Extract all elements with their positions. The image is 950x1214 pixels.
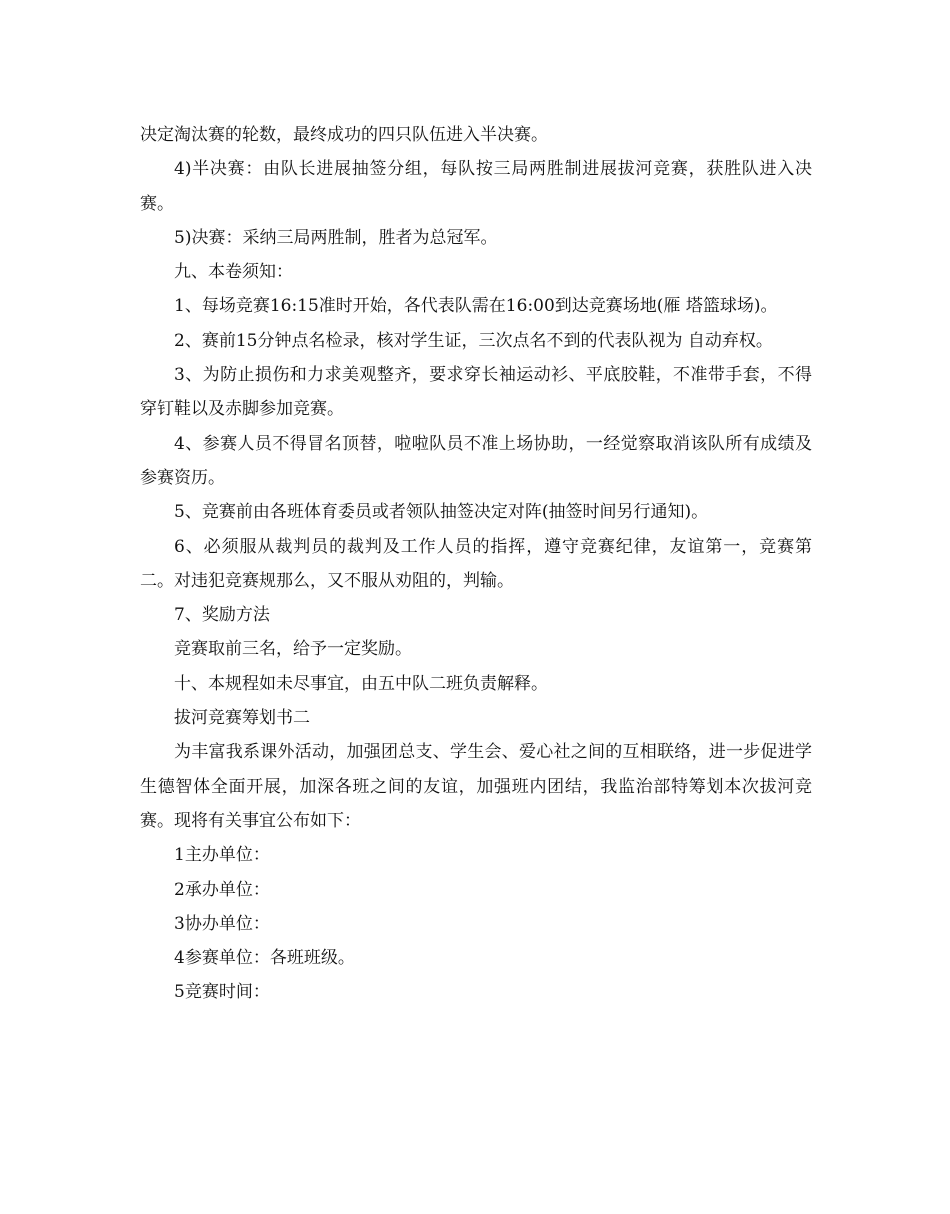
paragraph-semifinal: 4)半决赛：由队长进展抽签分组，每队按三局两胜制进展拔河竞赛，获胜队进入决赛。 xyxy=(140,159,812,214)
paragraph-awards: 竞赛取前三名，给予一定奖励。 xyxy=(174,639,412,660)
paragraph-intro: 为丰富我系课外活动，加强团总支、学生会、爱心社之间的互相联络，进一步促进学生德智体全面开展，加深各班之间的友谊，加强班内团结，我监治部特筹划本次拔河竞赛。现将有关事宜公布如下： xyxy=(140,742,812,831)
document-body xyxy=(140,118,812,1010)
section-heading-notes: 九、本卷须知： xyxy=(174,262,293,283)
list-item-host: 2承办单位： xyxy=(174,879,270,900)
paragraph-note-4: 4、参赛人员不得冒名顶替，啦啦队员不准上场协助，一经觉察取消该队所有成绩及参赛资历。 xyxy=(140,433,812,488)
paragraph-final: 5)决赛：采纳三局两胜制，胜者为总冠军。 xyxy=(174,227,498,248)
paragraph-note-5: 5、竞赛前由各班体育委员或者领队抽签决定对阵(抽签时间另行通知)。 xyxy=(174,502,709,523)
list-item-participants: 4参赛单位：各班班级。 xyxy=(174,948,355,969)
paragraph-note-7: 7、奖励方法 xyxy=(174,605,270,626)
list-item-time: 5竞赛时间： xyxy=(174,982,270,1003)
section-heading-explanation: 十、本规程如未尽事宜，由五中队二班负责解释。 xyxy=(174,673,548,694)
list-item-co-organizer: 3协办单位： xyxy=(174,913,270,934)
paragraph-note-2: 2、赛前15分钟点名检录，核对学生证，三次点名不到的代表队视为 自动弃权。 xyxy=(174,330,773,351)
paragraph-note-3: 3、为防止损伤和力求美观整齐，要求穿长袖运动衫、平底胶鞋，不准带手套，不得穿钉鞋以及赤脚参加竞赛。 xyxy=(140,365,812,420)
paragraph-knockout-rounds: 决定淘汰赛的轮数，最终成功的四只队伍进入半决赛。 xyxy=(140,125,548,145)
list-item-organizer: 1主办单位： xyxy=(174,845,270,866)
paragraph-note-1: 1、每场竞赛16:15准时开始，各代表队需在16:00到达竞赛场地(雁 塔篮球场)。 xyxy=(174,296,778,317)
document-subtitle: 拔河竞赛筹划书二 xyxy=(174,708,310,729)
paragraph-note-6: 6、必须服从裁判员的裁判及工作人员的指挥，遵守竞赛纪律，友谊第一，竞赛第二。对违犯竞赛规那么，又不服从劝阻的，判输。 xyxy=(140,536,812,591)
